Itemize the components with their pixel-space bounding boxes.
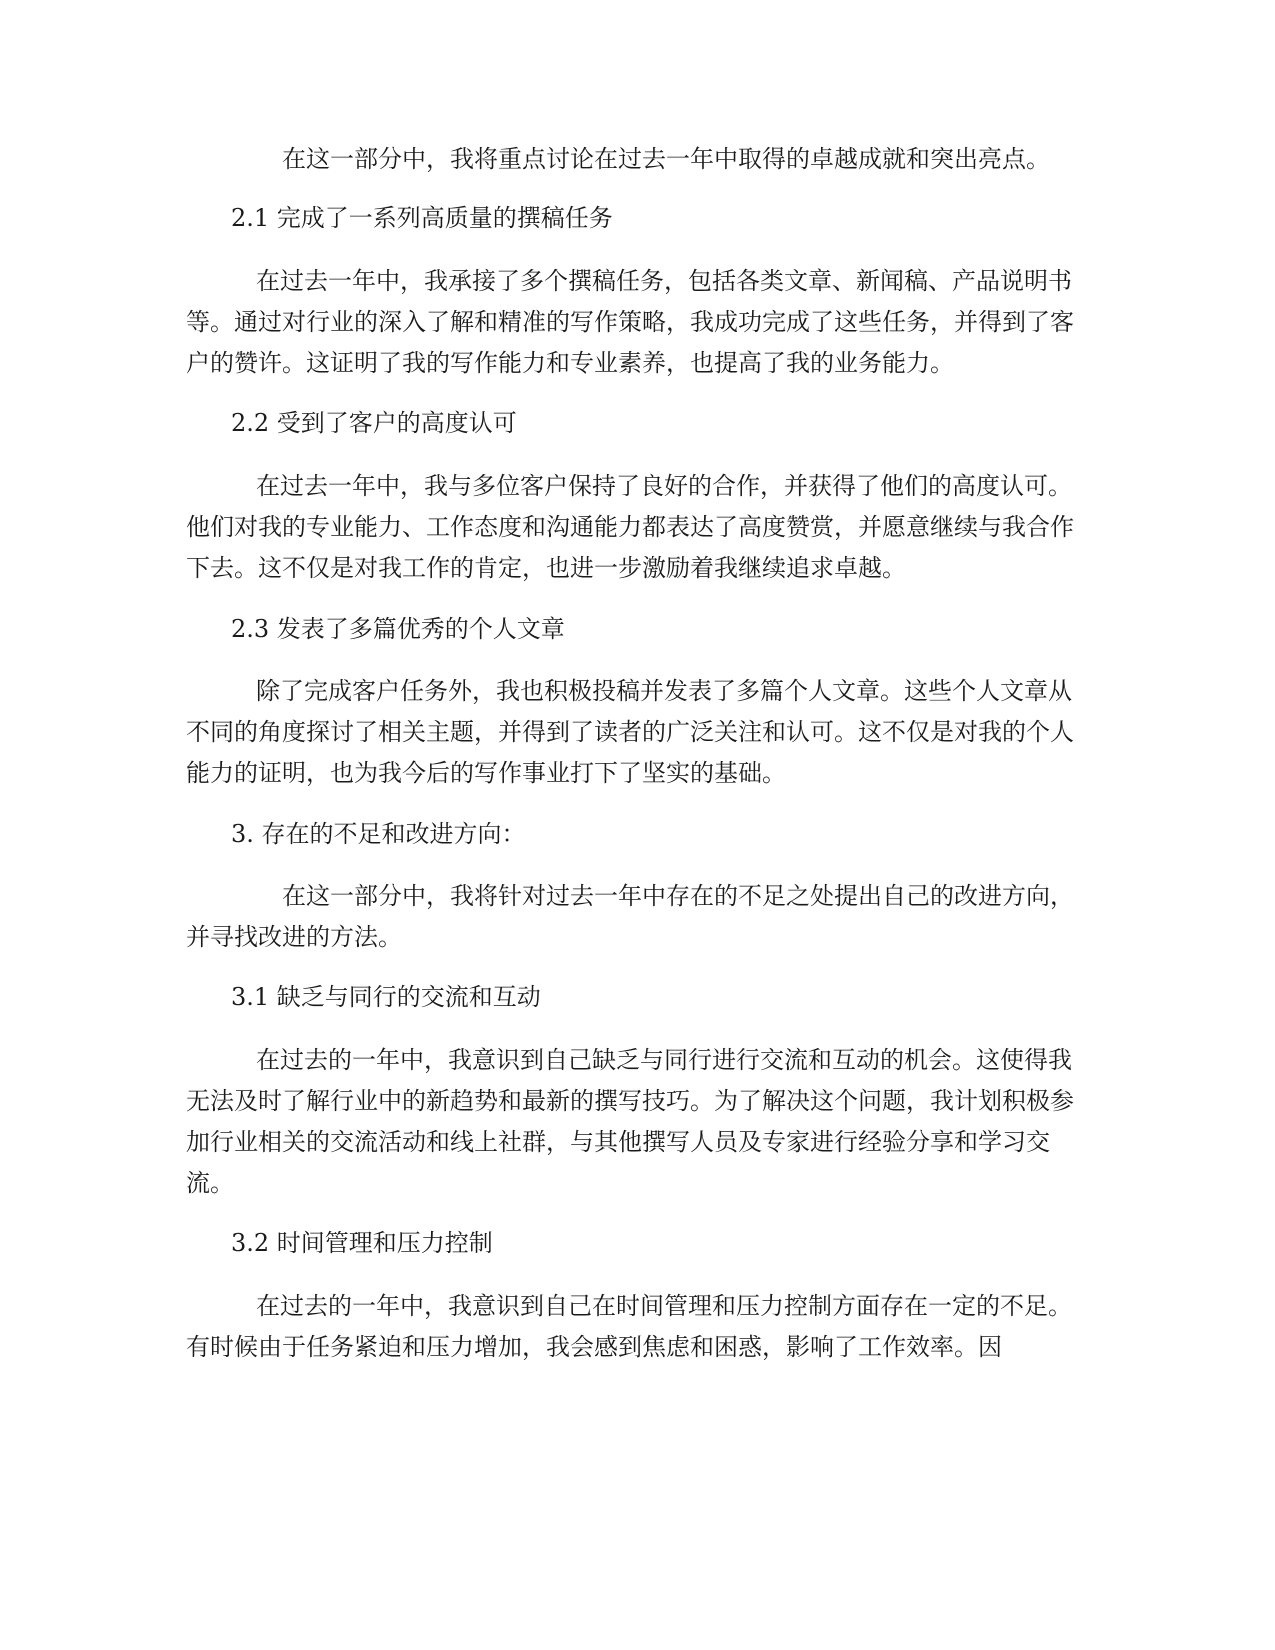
heading-3-1: 3.1 缺乏与同行的交流和互动 xyxy=(231,983,541,1011)
heading-3: 3. 存在的不足和改进方向： xyxy=(231,820,526,848)
paragraph-3-1: 在过去的一年中，我意识到自己缺乏与同行进行交流和互动的机会。这使得我无法及时了解行业中的新趋势和最新的撰写技巧。为了解决这个问题，我计划积极参加行业相关的交流活动和线上社群，与其他撰写人员及专家进行经验分享和学习交流。 xyxy=(186,1046,1074,1197)
paragraph-3-2: 在过去的一年中，我意识到自己在时间管理和压力控制方面存在一定的不足。有时候由于任务紧迫和压力增加，我会感到焦虑和困惑，影响了工作效率。因 xyxy=(186,1292,1072,1361)
intro-paragraph: 在这一部分中，我将重点讨论在过去一年中取得的卓越成就和突出亮点。 xyxy=(282,145,1050,173)
paragraph-3-intro: 在这一部分中，我将针对过去一年中存在的不足之处提出自己的改进方向，并寻找改进的方法。 xyxy=(186,882,1074,951)
heading-2-2: 2.2 受到了客户的高度认可 xyxy=(231,409,517,437)
heading-3-2: 3.2 时间管理和压力控制 xyxy=(231,1229,493,1257)
paragraph-2-1: 在过去一年中，我承接了多个撰稿任务，包括各类文章、新闻稿、产品说明书等。通过对行业的深入了解和精准的写作策略，我成功完成了这些任务，并得到了客户的赞许。这证明了我的写作能力和专业素养，也提高了我的业务能力。 xyxy=(186,267,1074,377)
heading-2-1: 2.1 完成了一系列高质量的撰稿任务 xyxy=(231,204,613,232)
paragraph-2-2: 在过去一年中，我与多位客户保持了良好的合作，并获得了他们的高度认可。他们对我的专业能力、工作态度和沟通能力都表达了高度赞赏，并愿意继续与我合作下去。这不仅是对我工作的肯定，也进一步激励着我继续追求卓越。 xyxy=(186,472,1074,582)
paragraph-2-3: 除了完成客户任务外，我也积极投稿并发表了多篇个人文章。这些个人文章从不同的角度探讨了相关主题，并得到了读者的广泛关注和认可。这不仅是对我的个人能力的证明，也为我今后的写作事业打下了坚实的基础。 xyxy=(186,677,1074,787)
heading-2-3: 2.3 发表了多篇优秀的个人文章 xyxy=(231,615,565,643)
